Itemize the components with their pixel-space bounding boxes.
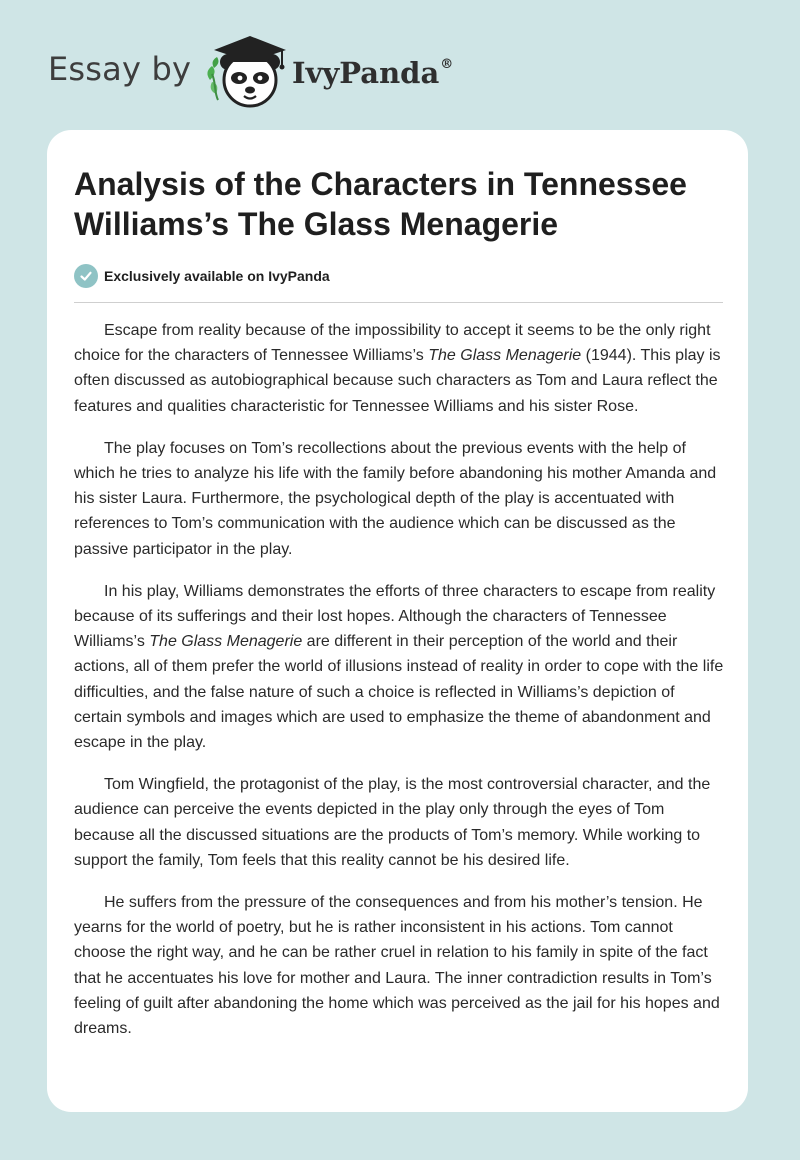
registered-mark: ® [440,57,454,73]
paragraph: The play focuses on Tom’s recollections about the previous events with the help of which he tries to analyze his life with the family before abandoning his mother Amanda and his sister Laura. Furthermore, the psychological depth of the play is accentuated with references to Tom’s communication with the audience which can be discussed as the passive participator in the play. [74,439,717,558]
essay-card [47,130,748,1112]
brand-label: IvyPanda [292,56,440,90]
paragraph: Tom Wingfield, the protagonist of the play, is the most controversial character, and the audience can perceive the events depicted in the play only through the eyes of Tom because all the discussed situations are the products of Tom’s memory. While working to support the family, Tom feels that this reality cannot be his desired life. [74,776,711,869]
panda-graduation-cap-logo-icon[interactable] [202,34,288,110]
paragraph-text: In his play, Williams demonstrates the efforts of three characters to escape from reality because of its sufferings and their lost hopes. Although the characters of Tennessee Williams’s [74,582,716,651]
check-icon [74,264,98,288]
essay-body [74,318,726,1058]
paragraph-text: are different in their perception of the world and their actions, all of them prefer the world of illusions instead of reality in order to cope with the life difficulties, and the false nature of such a choice is reflected in Williams’s depiction of certain symbols and images which are used to emphasize the theme of abandonment and escape in the play. [74,633,724,752]
site-header [48,30,748,110]
divider [74,302,723,303]
exclusive-badge [74,262,330,290]
play-title-italic: The Glass Menagerie [149,633,303,651]
essay-by-label: Essay by [48,50,192,88]
badge-label: Exclusively available on IvyPanda [104,268,330,284]
paragraph-text: Escape from reality because of the impossibility to accept it seems to be the only right choice for the characters of Tennessee Williams’s [74,322,711,365]
page-title: Analysis of the Characters in Tennessee Williams’s The Glass Menagerie [74,166,687,242]
paragraph: He suffers from the pressure of the consequences and from his mother’s tension. He yearns for the world of poetry, but he is rather inconsistent in his actions. Tom cannot choose the right way, and he can be rather cruel in relation to his family in spite of the fact that he accentuates his love for mother and Laura. The inner contradiction results in Tom’s feeling of guilt after abandoning the home which was perceived as the jail for his hopes and dreams. [74,894,720,1038]
play-title-italic: The Glass Menagerie [428,347,582,365]
brand-name[interactable] [292,56,453,90]
paragraph [74,579,726,755]
paragraph-text: (1944). This play is often discussed as autobiographical because such characters as Tom and Laura reflect the features and qualities characteristic for Tennessee Williams and his sister Rose. [74,347,721,415]
paragraph [74,318,726,419]
